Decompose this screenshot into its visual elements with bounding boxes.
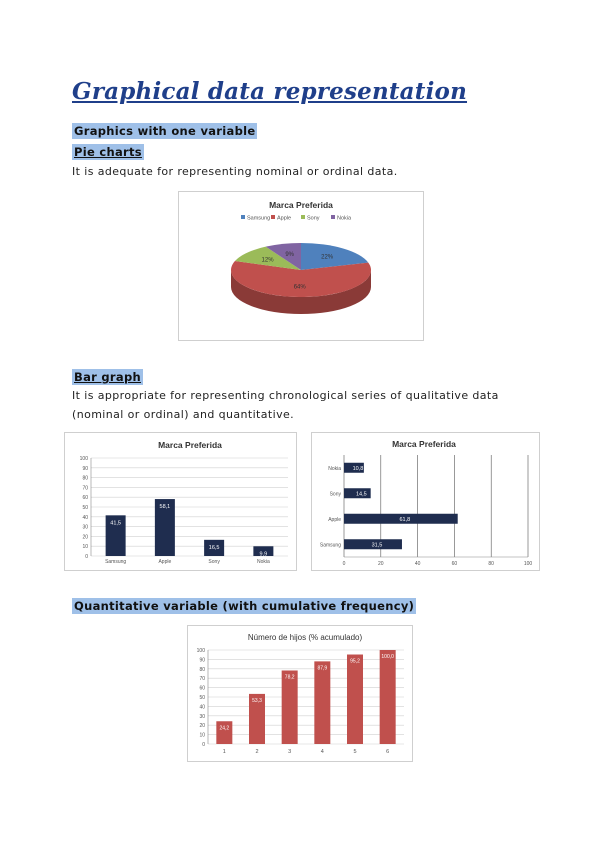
cumulative-x-tick-label: 6 bbox=[386, 749, 390, 755]
vbar-y-tick-label: 70 bbox=[82, 485, 88, 492]
hbar-x-tick-label: 20 bbox=[378, 561, 384, 567]
cumulative-y-tick-label: 10 bbox=[199, 732, 205, 739]
hbar-x-tick-label: 0 bbox=[342, 561, 346, 567]
cumulative-y-tick-label: 70 bbox=[199, 676, 205, 683]
hbar-y-tick-label: Apple bbox=[328, 516, 341, 523]
cumulative-y-tick-label: 20 bbox=[199, 723, 205, 730]
cumulative-y-tick-label: 60 bbox=[199, 685, 205, 692]
vbar-chart-title: Marca Preferida bbox=[158, 440, 222, 450]
cumulative-bar bbox=[380, 650, 396, 744]
cumulative-bar-chart-frame bbox=[187, 625, 413, 762]
hbar-y-tick-label: Samsung bbox=[319, 542, 341, 549]
cumulative-chart-title: Número de hijos (% acumulado) bbox=[247, 633, 363, 642]
vbar-x-tick-label: Nokia bbox=[256, 559, 270, 565]
hbar-x-tick-label: 60 bbox=[451, 561, 458, 567]
vbar-x-tick-label: Sony bbox=[208, 559, 220, 565]
horizontal-bar-chart-frame bbox=[311, 432, 540, 571]
vbar-y-tick-label: 90 bbox=[82, 465, 88, 472]
hbar-data-label: 14,5 bbox=[355, 491, 367, 498]
pie-chart bbox=[179, 192, 423, 340]
pie-charts-description: It is adequate for representing nominal or ordinal data. bbox=[72, 165, 398, 178]
quantitative-variable-heading: Quantitative variable (with cumulative frequency) bbox=[74, 599, 415, 613]
pie-legend-swatch bbox=[331, 215, 335, 219]
cumulative-data-label: 87,9 bbox=[317, 665, 328, 672]
pie-slice-label: 64% bbox=[293, 284, 306, 291]
pie-chart-title: Marca Preferida bbox=[269, 200, 333, 210]
page-title: Graphical data representation bbox=[72, 78, 468, 105]
pie-legend-label: Samsung bbox=[247, 215, 271, 222]
cumulative-y-tick-label: 0 bbox=[202, 742, 205, 748]
pie-slice-label: 22% bbox=[321, 254, 334, 261]
vbar-y-tick-label: 20 bbox=[82, 534, 88, 541]
vertical-bar-chart bbox=[65, 433, 296, 570]
pie-legend-swatch bbox=[301, 215, 305, 219]
hbar-y-tick-label: Sony bbox=[329, 491, 341, 498]
vbar-data-label: 41,5 bbox=[110, 520, 121, 527]
pie-slice-label: 9% bbox=[285, 251, 295, 258]
hbar-data-label: 10,8 bbox=[352, 465, 364, 472]
bar-graph-heading: Bar graph bbox=[74, 370, 141, 384]
vbar-y-tick-label: 60 bbox=[82, 495, 88, 502]
cumulative-y-tick-label: 100 bbox=[196, 648, 205, 654]
vbar-y-tick-label: 30 bbox=[82, 524, 88, 531]
cumulative-bar bbox=[347, 655, 363, 744]
vbar-y-tick-label: 100 bbox=[79, 456, 88, 462]
pie-charts-heading: Pie charts bbox=[74, 145, 142, 159]
hbar-x-tick-label: 100 bbox=[523, 561, 533, 567]
cumulative-y-tick-label: 90 bbox=[199, 657, 205, 664]
vbar-x-tick-label: Samsung bbox=[105, 559, 127, 565]
cumulative-x-tick-label: 3 bbox=[288, 749, 292, 755]
pie-slice-label: 12% bbox=[261, 257, 274, 264]
cumulative-bar-chart bbox=[188, 626, 412, 761]
cumulative-data-label: 100,0 bbox=[381, 654, 394, 660]
vertical-bar-chart-frame bbox=[64, 432, 297, 571]
bar-graph-description: It is appropriate for representing chronological series of qualitative data (nominal or ordinal) and quantitative. bbox=[72, 389, 499, 421]
vbar-x-tick-label: Apple bbox=[158, 559, 172, 565]
vbar-data-label: 9,9 bbox=[259, 551, 268, 558]
horizontal-bar-chart bbox=[312, 433, 539, 570]
cumulative-data-label: 78,2 bbox=[284, 674, 295, 681]
pie-legend-swatch bbox=[271, 215, 275, 219]
cumulative-y-tick-label: 40 bbox=[199, 704, 205, 711]
cumulative-y-tick-label: 50 bbox=[199, 695, 205, 701]
hbar-data-label: 61,8 bbox=[399, 516, 411, 523]
cumulative-x-tick-label: 1 bbox=[222, 749, 226, 755]
hbar-y-tick-label: Nokia bbox=[328, 465, 341, 472]
pie-legend-label: Nokia bbox=[337, 215, 352, 222]
vbar-y-tick-label: 40 bbox=[82, 514, 88, 521]
pie-chart-frame bbox=[178, 191, 424, 341]
pie-legend-swatch bbox=[241, 215, 245, 219]
pie-legend-label: Apple bbox=[277, 215, 292, 222]
vbar-data-label: 16,5 bbox=[208, 544, 220, 551]
vbar-y-tick-label: 50 bbox=[82, 505, 88, 511]
section-heading-one-variable: Graphics with one variable bbox=[74, 124, 256, 138]
vbar-data-label: 58,1 bbox=[159, 504, 171, 511]
hbar-x-tick-label: 40 bbox=[414, 561, 421, 567]
cumulative-data-label: 53,3 bbox=[252, 697, 262, 704]
cumulative-x-tick-label: 5 bbox=[353, 749, 357, 755]
cumulative-y-tick-label: 80 bbox=[199, 666, 205, 673]
cumulative-x-tick-label: 2 bbox=[255, 749, 259, 755]
cumulative-bar bbox=[314, 661, 330, 744]
hbar-data-label: 31,5 bbox=[371, 542, 383, 549]
vbar-y-tick-label: 80 bbox=[82, 475, 88, 482]
hbar-x-tick-label: 80 bbox=[488, 561, 494, 567]
cumulative-bar bbox=[282, 670, 298, 744]
cumulative-x-tick-label: 4 bbox=[320, 749, 324, 755]
hbar-chart-title: Marca Preferida bbox=[392, 439, 456, 449]
vbar-y-tick-label: 10 bbox=[82, 544, 88, 551]
cumulative-data-label: 24,2 bbox=[219, 725, 230, 732]
cumulative-data-label: 95,2 bbox=[350, 658, 360, 665]
vbar-y-tick-label: 0 bbox=[85, 554, 88, 560]
pie-legend-label: Sony bbox=[307, 215, 320, 222]
cumulative-y-tick-label: 30 bbox=[199, 713, 205, 720]
